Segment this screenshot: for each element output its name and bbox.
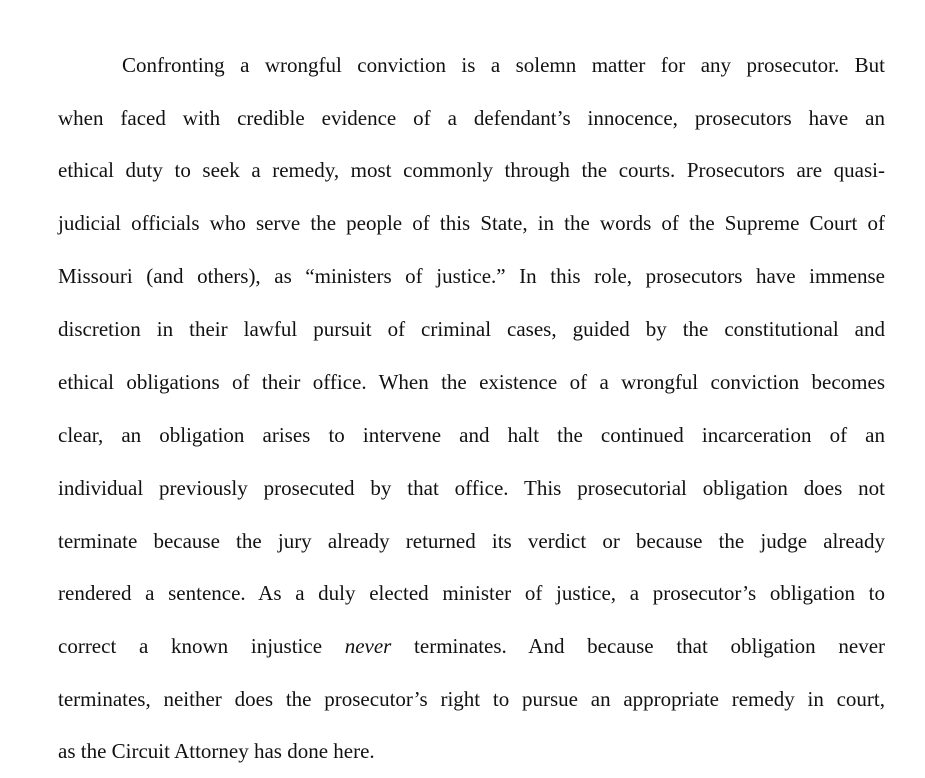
paragraph-line-6: discretion in their lawful pursuit of criminal cases, guided by the constitutional and xyxy=(58,317,885,341)
paragraph-line-3: ethical duty to seek a remedy, most commonly through the courts. Prosecutors are quasi- xyxy=(58,158,885,182)
paragraph-line-4: judicial officials who serve the people of this State, in the words of the Supreme Court of xyxy=(58,211,885,235)
paragraph-line-2: when faced with credible evidence of a defendant’s innocence, prosecutors have an xyxy=(58,106,885,130)
paragraph-line-5: Missouri (and others), as “ministers of justice.” In this role, prosecutors have immense xyxy=(58,264,885,288)
emphasized-word: never xyxy=(344,634,392,658)
paragraph-line-10: terminate because the jury already returned its verdict or because the judge already xyxy=(58,529,885,553)
line-12-after: terminates. And because that obligation never xyxy=(391,634,886,658)
paragraph-line-12 xyxy=(58,633,885,659)
paragraph-line-13: terminates, neither does the prosecutor’s right to pursue an appropriate remedy in court, xyxy=(58,687,885,711)
paragraph-line-14: as the Circuit Attorney has done here. xyxy=(58,739,375,763)
paragraph-line-9: individual previously prosecuted by that office. This prosecutorial obligation does not xyxy=(58,476,885,500)
line-12-before: correct a known injustice xyxy=(58,634,345,658)
paragraph-line-11: rendered a sentence. As a duly elected minister of justice, a prosecutor’s obligation to xyxy=(58,581,885,605)
paragraph-line-8: clear, an obligation arises to intervene and halt the continued incarceration of an xyxy=(58,423,885,447)
paragraph-line-1: Confronting a wrongful conviction is a solemn matter for any prosecutor. But xyxy=(122,53,885,77)
paragraph-line-7: ethical obligations of their office. When the existence of a wrongful conviction becomes xyxy=(58,370,885,394)
